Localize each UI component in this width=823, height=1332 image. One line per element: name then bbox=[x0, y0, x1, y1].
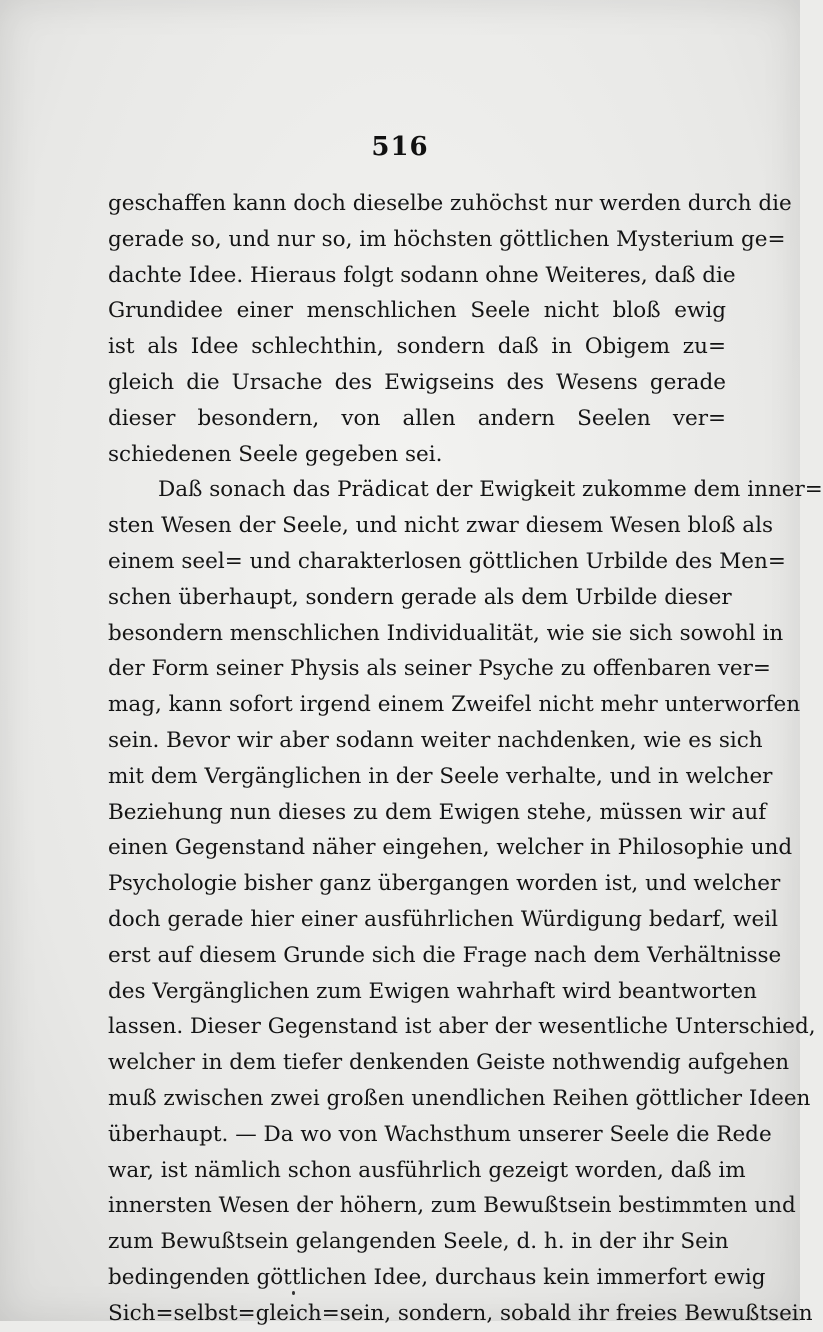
text-line: dieser besondern, von allen andern Seelen ver= bbox=[108, 405, 726, 431]
text-line: bedingenden göttlichen Idee, durchaus kein immerfort ewig bbox=[108, 1264, 766, 1290]
text-line: schiedenen Seele gegeben sei. bbox=[108, 441, 443, 467]
text-line: Grundidee einer menschlichen Seele nicht bloß ewig bbox=[108, 298, 726, 324]
text-line: dachte Idee. Hieraus folgt sodann ohne Weiteres, daß die bbox=[108, 262, 736, 288]
text-line: überhaupt. — Da wo von Wachsthum unserer Seele die Rede bbox=[108, 1121, 772, 1147]
text-line: Beziehung nun dieses zu dem Ewigen stehe, müssen wir auf bbox=[108, 799, 767, 825]
text-line: innersten Wesen der höhern, zum Bewußtsein bestimmten und bbox=[108, 1193, 796, 1219]
text-line: der Form seiner Physis als seiner Psyche zu offenbaren ver= bbox=[108, 656, 771, 682]
text-line: einem seel= und charakterlosen göttlichen Urbilde des Men= bbox=[108, 548, 786, 574]
text-line: sten Wesen der Seele, und nicht zwar diesem Wesen bloß als bbox=[108, 513, 774, 539]
body-text bbox=[108, 186, 823, 1332]
text-line: einen Gegenstand näher eingehen, welcher in Philosophie und bbox=[108, 835, 793, 861]
text-line: Sich=selbst=gleich=sein, sondern, sobald ihr freies Bewußtsein bbox=[108, 1300, 813, 1326]
text-line: schen überhaupt, sondern gerade als dem Urbilde dieser bbox=[108, 584, 732, 610]
text-line: welcher in dem tiefer denkenden Geiste nothwendig aufgehen bbox=[108, 1050, 790, 1076]
ink-speck bbox=[292, 1291, 295, 1295]
text-line: sein. Bevor wir aber sodann weiter nachdenken, wie es sich bbox=[108, 727, 763, 753]
text-line: erst auf diesem Grunde sich die Frage nach dem Verhältnisse bbox=[108, 942, 782, 968]
text-line: gerade so, und nur so, im höchsten göttlichen Mysterium ge= bbox=[108, 226, 786, 252]
text-line: doch gerade hier einer ausführlichen Würdigung bedarf, weil bbox=[108, 906, 778, 932]
text-line: mag, kann sofort irgend einem Zweifel nicht mehr unterworfen bbox=[108, 692, 801, 718]
text-line: gleich die Ursache des Ewigseins des Wesens gerade bbox=[108, 369, 726, 395]
text-line: des Vergänglichen zum Ewigen wahrhaft wird beantworten bbox=[108, 978, 757, 1004]
text-line: war, ist nämlich schon ausführlich gezeigt worden, daß im bbox=[108, 1157, 746, 1183]
text-line: ist als Idee schlechthin, sondern daß in Obigem zu= bbox=[108, 334, 726, 360]
text-line: lassen. Dieser Gegenstand ist aber der wesentliche Unterschied, bbox=[108, 1014, 816, 1040]
text-line: geschaffen kann doch dieselbe zuhöchst nur werden durch die bbox=[108, 191, 792, 216]
text-line: muß zwischen zwei großen unendlichen Reihen göttlicher Ideen bbox=[108, 1085, 811, 1111]
text-line: Psychologie bisher ganz übergangen worden ist, und welcher bbox=[108, 871, 781, 897]
page-number: 516 bbox=[371, 132, 429, 162]
text-line: besondern menschlichen Individualität, wie sie sich sowohl in bbox=[108, 620, 784, 646]
text-line: mit dem Vergänglichen in der Seele verhalte, und in welcher bbox=[108, 763, 773, 789]
text-line: zum Bewußtsein gelangenden Seele, d. h. in der ihr Sein bbox=[108, 1229, 729, 1255]
text-line: Daß sonach das Prädicat der Ewigkeit zukomme dem inner= bbox=[158, 477, 823, 503]
